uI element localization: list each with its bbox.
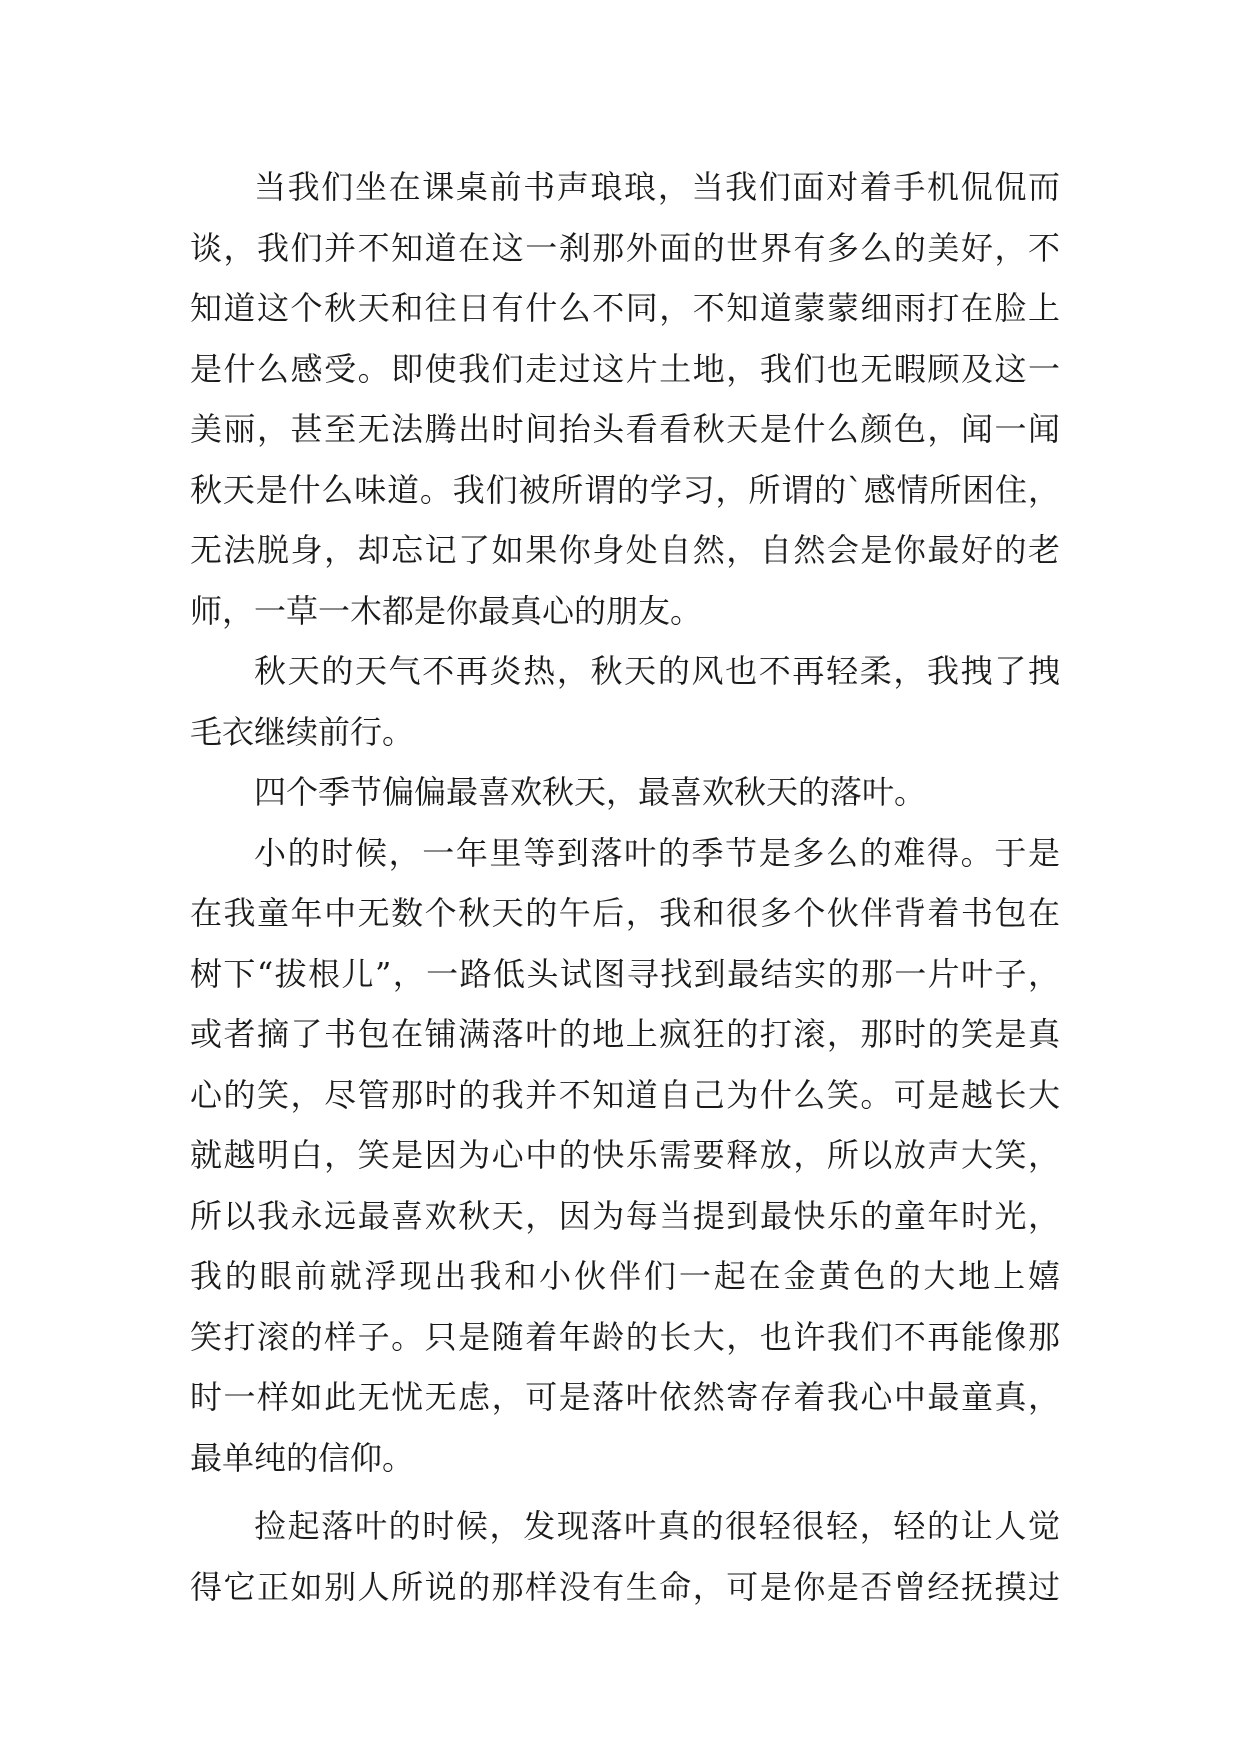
- text-line: 心的笑，尽管那时的我并不知道自己为什么笑。可是越长大: [190, 1075, 1060, 1114]
- text-line: 谈，我们并不知道在这一刹那外面的世界有多么的美好，不: [190, 228, 1060, 267]
- paragraph-2: [190, 641, 1060, 762]
- text-line: 时一样如此无忧无虑，可是落叶依然寄存着我心中最童真，: [190, 1378, 1060, 1416]
- text-line: 笑打滚的样子。只是随着年龄的长大，也许我们不再能像那: [190, 1317, 1060, 1356]
- text-line: 最单纯的信仰。: [190, 1438, 415, 1477]
- text-line: 当我们坐在课桌前书声琅琅，当我们面对着手机侃侃而: [254, 168, 1060, 206]
- text-line: 捡起落叶的时候，发现落叶真的很轻很轻，轻的让人觉: [254, 1507, 1060, 1545]
- text-line: 就越明白，笑是因为心中的快乐需要释放，所以放声大笑，: [190, 1136, 1060, 1174]
- paragraph-4: [190, 823, 1060, 1489]
- text-line: 树下“拔根儿”，一路低头试图寻找到最结实的那一片叶子，: [190, 954, 1060, 993]
- paragraph-5: [190, 1496, 1060, 1617]
- text-line: 秋天是什么味道。我们被所谓的学习，所谓的`感情所困住，: [190, 470, 1060, 509]
- text-line: 得它正如别人所说的那样没有生命，可是你是否曾经抚摸过: [190, 1567, 1060, 1606]
- text-line: 所以我永远最喜欢秋天，因为每当提到最快乐的童年时光，: [190, 1196, 1060, 1235]
- paragraph-3: [190, 762, 1060, 823]
- document-page: [190, 157, 1060, 1617]
- text-line: 无法脱身，却忘记了如果你身处自然，自然会是你最好的老: [190, 531, 1060, 569]
- paragraph-1: [190, 157, 1060, 641]
- text-line: 在我童年中无数个秋天的午后，我和很多个伙伴背着书包在: [190, 894, 1060, 932]
- text-line: 小的时候，一年里等到落叶的季节是多么的难得。于是: [254, 833, 1060, 872]
- text-line: 毛衣继续前行。: [190, 712, 415, 751]
- text-line: 或者摘了书包在铺满落叶的地上疯狂的打滚，那时的笑是真: [190, 1015, 1060, 1053]
- text-line: 是什么感受。即使我们走过这片土地，我们也无暇顾及这一: [190, 349, 1060, 388]
- text-line: 四个季节偏偏最喜欢秋天，最喜欢秋天的落叶。: [254, 773, 927, 811]
- text-line: 美丽，甚至无法腾出时间抬头看看秋天是什么颜色，闻一闻: [190, 410, 1060, 448]
- text-line: 师，一草一木都是你最真心的朋友。: [190, 591, 703, 630]
- text-line: 知道这个秋天和往日有什么不同，不知道蒙蒙细雨打在脸上: [190, 289, 1060, 327]
- paragraph-spacer: [190, 1488, 1060, 1496]
- text-line: 秋天的天气不再炎热，秋天的风也不再轻柔，我拽了拽: [254, 652, 1060, 690]
- text-line: 我的眼前就浮现出我和小伙伴们一起在金黄色的大地上嬉: [190, 1257, 1060, 1295]
